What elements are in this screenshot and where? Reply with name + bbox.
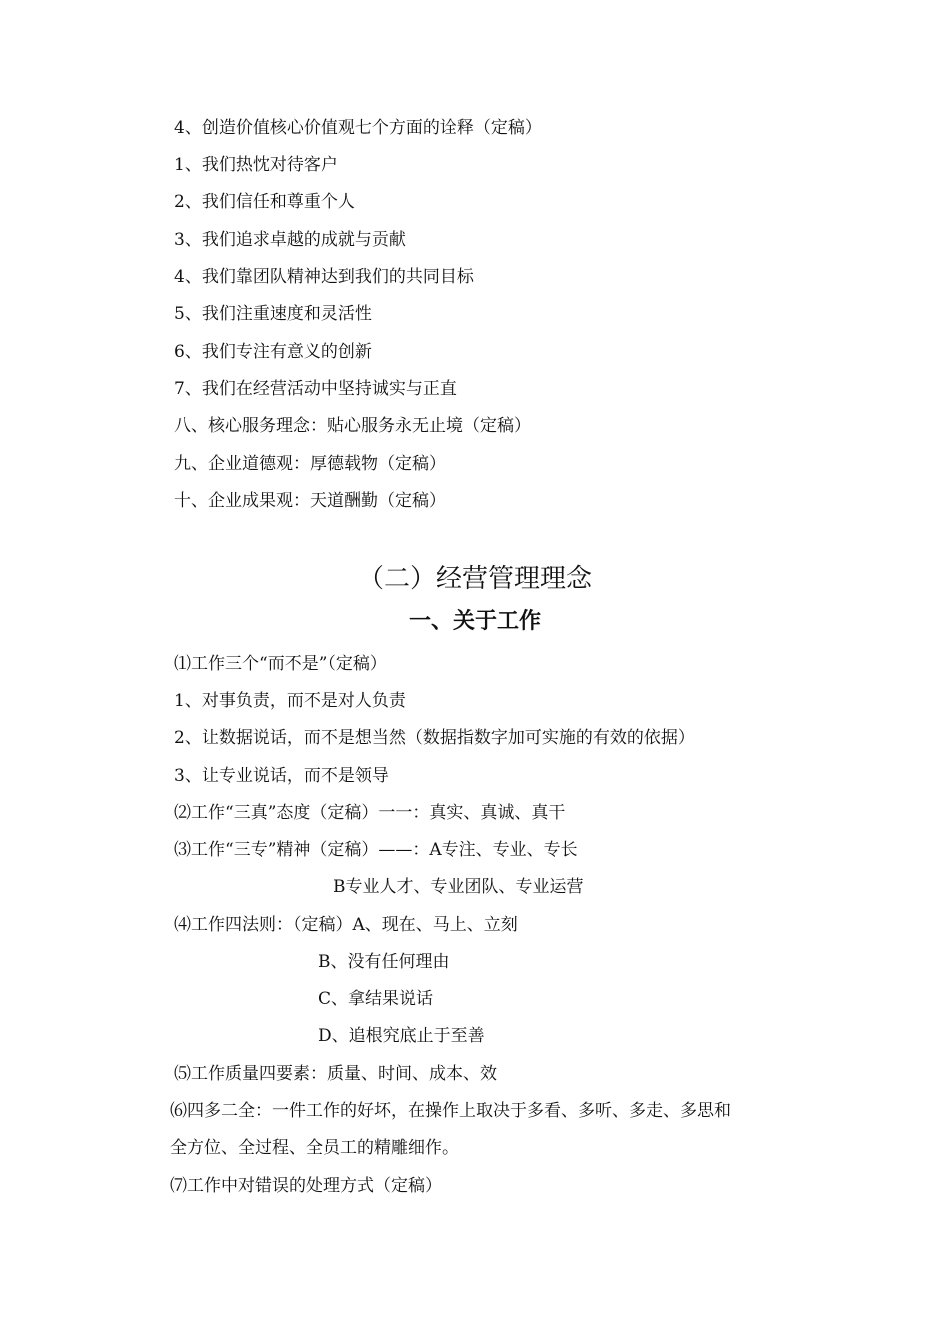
- text-line: 1、对事负责，而不是对人负责: [174, 691, 406, 711]
- text-line: D、追根究底止于至善: [318, 1026, 485, 1046]
- text-line: 八、核心服务理念：贴心服务永无止境（定稿）: [174, 416, 531, 436]
- text-line: C、拿结果说话: [318, 989, 434, 1009]
- text-line: 4、创造价值核心价值观七个方面的诠释（定稿）: [174, 118, 542, 138]
- text-line: 3、我们追求卓越的成就与贡献: [174, 230, 406, 250]
- text-line: ⑷工作四法则：（定稿）A、现在、马上、立刻: [174, 915, 518, 935]
- text-line: 6、我们专注有意义的创新: [174, 342, 372, 362]
- section-subheading: 一、关于工作: [408, 609, 541, 634]
- text-line: 九、企业道德观：厚德载物（定稿）: [174, 454, 446, 474]
- text-line: 1、我们热忱对待客户: [174, 155, 338, 175]
- text-line: B专业人才、专业团队、专业运营: [333, 877, 584, 897]
- text-line: 十、企业成果观：天道酬勤（定稿）: [174, 491, 446, 511]
- text-line: 7、我们在经营活动中坚持诚实与正直: [174, 379, 457, 399]
- section-heading: （二）经营管理理念: [357, 564, 592, 594]
- text-line: ⑶工作“三专”精神（定稿）——：A专注、专业、专长: [174, 840, 578, 860]
- text-line: 3、让专业说话，而不是领导: [174, 766, 389, 786]
- text-line: ⑴工作三个“而不是”（定稿）: [174, 654, 387, 674]
- text-line: B、没有任何理由: [318, 952, 450, 972]
- text-line: 2、让数据说话，而不是想当然（数据指数字加可实施的有效的依据）: [174, 728, 695, 748]
- text-line: 5、我们注重速度和灵活性: [174, 304, 372, 324]
- text-line: ⑹四多二全：一件工作的好坏，在操作上取决于多看、多听、多走、多思和: [170, 1101, 731, 1121]
- text-line: ⑸工作质量四要素：质量、时间、成本、效: [174, 1064, 497, 1084]
- text-line: 4、我们靠团队精神达到我们的共同目标: [174, 267, 474, 287]
- text-line: ⑺工作中对错误的处理方式（定稿）: [170, 1176, 442, 1196]
- text-line: 全方位、全过程、全员工的精雕细作。: [170, 1138, 459, 1158]
- text-line: 2、我们信任和尊重个人: [174, 192, 355, 212]
- text-line: ⑵工作“三真”态度（定稿）一一：真实、真诚、真干: [174, 803, 566, 823]
